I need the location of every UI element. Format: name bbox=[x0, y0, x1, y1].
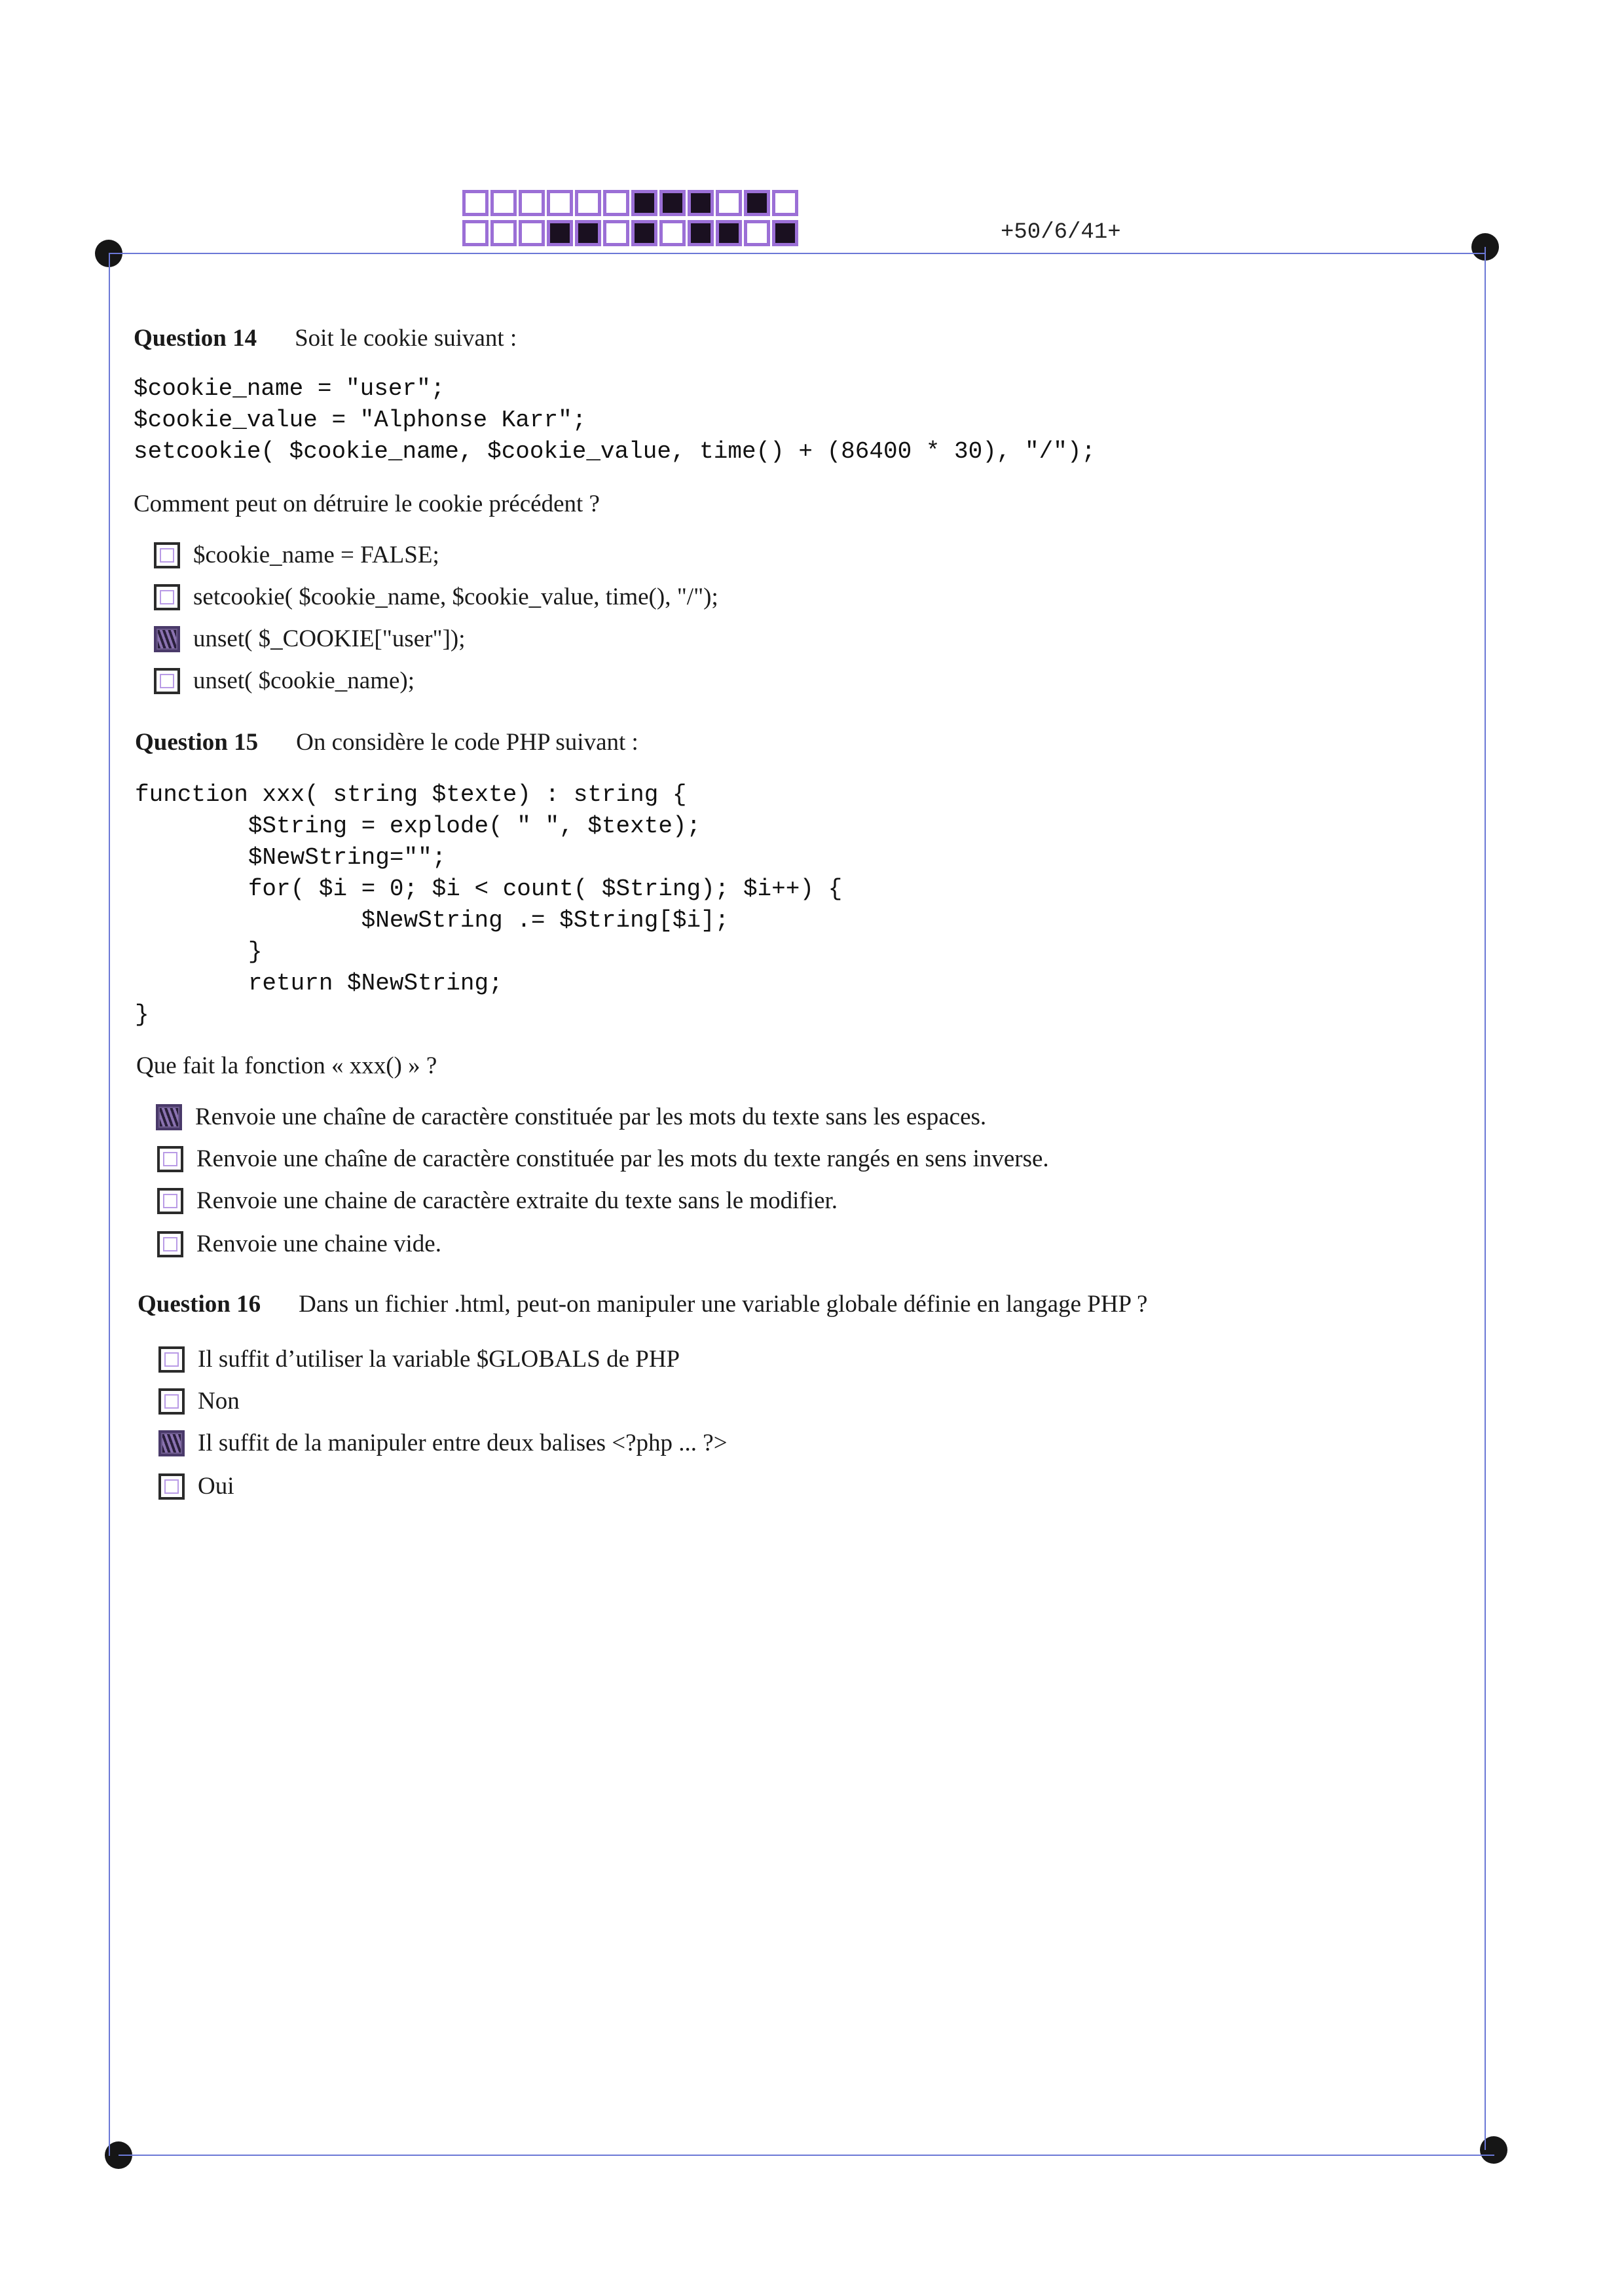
answer-label: Il suffit d’utiliser la variable $GLOBALS de PHP bbox=[198, 1346, 680, 1373]
barcode-cell bbox=[603, 220, 629, 246]
question-prompt: Que fait la fonction « xxx() » ? bbox=[136, 1052, 437, 1079]
answer-label: Il suffit de la manipuler entre deux balises <?php ... ?> bbox=[198, 1430, 728, 1456]
answer-label: Non bbox=[198, 1388, 240, 1415]
answer-checkbox-checked[interactable] bbox=[158, 1430, 185, 1456]
answer-label: Renvoie une chaîne de caractère constituée par les mots du texte sans les espaces. bbox=[195, 1103, 987, 1130]
answer-checkbox[interactable] bbox=[154, 668, 180, 694]
answer-option[interactable] bbox=[154, 625, 466, 653]
barcode-cell bbox=[575, 190, 601, 216]
barcode-row-2 bbox=[462, 220, 800, 246]
frame-left-line bbox=[109, 253, 110, 2156]
barcode-cell bbox=[603, 190, 629, 216]
barcode-cell bbox=[519, 220, 545, 246]
answer-option[interactable] bbox=[157, 1187, 838, 1215]
question-16-header bbox=[138, 1290, 1147, 1318]
barcode-cell bbox=[631, 190, 657, 216]
barcode-cell bbox=[744, 220, 770, 246]
answer-checkbox[interactable] bbox=[158, 1473, 185, 1500]
question-number: Question 15 bbox=[135, 729, 259, 756]
barcode-cell bbox=[716, 190, 742, 216]
barcode-cell bbox=[547, 190, 573, 216]
frame-bottom-line bbox=[119, 2155, 1494, 2156]
answer-option[interactable] bbox=[158, 1472, 234, 1500]
page-id: +50/6/41+ bbox=[1001, 220, 1121, 245]
barcode-cell bbox=[547, 220, 573, 246]
answer-label: Oui bbox=[198, 1473, 234, 1500]
barcode-cell bbox=[575, 220, 601, 246]
frame-top-line bbox=[109, 253, 1485, 254]
barcode-cell bbox=[462, 190, 489, 216]
barcode-cell bbox=[688, 190, 714, 216]
question-14-header bbox=[134, 324, 517, 352]
barcode-row-1 bbox=[462, 190, 800, 216]
answer-label: Renvoie une chaine de caractère extraite du texte sans le modifier. bbox=[196, 1187, 838, 1214]
answer-checkbox[interactable] bbox=[154, 584, 180, 610]
question-number: Question 16 bbox=[138, 1291, 261, 1318]
answer-label: Renvoie une chaîne de caractère constituée par les mots du texte rangés en sens inverse. bbox=[196, 1145, 1049, 1172]
answer-option[interactable] bbox=[156, 1103, 986, 1131]
barcode-cell bbox=[490, 190, 517, 216]
answer-checkbox[interactable] bbox=[158, 1388, 185, 1415]
answer-label: Renvoie une chaine vide. bbox=[196, 1231, 441, 1257]
answer-option[interactable] bbox=[154, 541, 439, 569]
barcode-cell bbox=[490, 220, 517, 246]
question-number: Question 14 bbox=[134, 325, 257, 352]
barcode-cell bbox=[772, 190, 798, 216]
answer-checkbox-checked[interactable] bbox=[154, 626, 180, 652]
frame-right-line bbox=[1485, 247, 1486, 2150]
answer-option[interactable] bbox=[158, 1345, 680, 1373]
barcode-cell bbox=[659, 220, 686, 246]
code-block: $cookie_name = "user"; $cookie_value = "Alphonse Karr"; setcookie( $cookie_name, $cookie_value, time() + (86400 * 30), "/"); bbox=[134, 375, 1096, 465]
answer-checkbox-checked[interactable] bbox=[156, 1104, 182, 1130]
barcode-cell bbox=[659, 190, 686, 216]
answer-option[interactable] bbox=[158, 1387, 240, 1415]
answer-label: $cookie_name = FALSE; bbox=[193, 542, 439, 568]
question-15-header bbox=[135, 728, 638, 756]
answer-option[interactable] bbox=[158, 1429, 728, 1457]
answer-option[interactable] bbox=[157, 1145, 1049, 1173]
answer-checkbox[interactable] bbox=[157, 1188, 183, 1214]
answer-option[interactable] bbox=[154, 667, 415, 695]
answer-label: unset( $_COOKIE["user"]); bbox=[193, 625, 466, 652]
barcode-cell bbox=[688, 220, 714, 246]
answer-checkbox[interactable] bbox=[158, 1346, 185, 1373]
question-prompt: Comment peut on détruire le cookie précédent ? bbox=[134, 491, 600, 517]
answer-option[interactable] bbox=[154, 583, 718, 611]
barcode-cell bbox=[716, 220, 742, 246]
answer-option[interactable] bbox=[157, 1230, 441, 1258]
barcode-cell bbox=[462, 220, 489, 246]
answer-checkbox[interactable] bbox=[157, 1231, 183, 1257]
answer-label: unset( $cookie_name); bbox=[193, 667, 415, 694]
question-text: On considère le code PHP suivant : bbox=[296, 729, 638, 756]
question-text: Soit le cookie suivant : bbox=[295, 325, 517, 352]
barcode-cell bbox=[519, 190, 545, 216]
answer-checkbox[interactable] bbox=[154, 542, 180, 568]
question-text: Dans un fichier .html, peut-on manipuler une variable globale définie en langage PHP ? bbox=[299, 1291, 1148, 1318]
answer-label: setcookie( $cookie_name, $cookie_value, time(), "/"); bbox=[193, 583, 718, 610]
code-block: function xxx( string $texte) : string { $String = explode( " ", $texte); $NewString=""; for( $i = 0; $i < count( $String); $i++) { $NewString .= $String[$i]; } return $NewString; } bbox=[135, 781, 843, 1028]
barcode-cell bbox=[631, 220, 657, 246]
barcode-cell bbox=[772, 220, 798, 246]
barcode-cell bbox=[744, 190, 770, 216]
answer-checkbox[interactable] bbox=[157, 1146, 183, 1172]
